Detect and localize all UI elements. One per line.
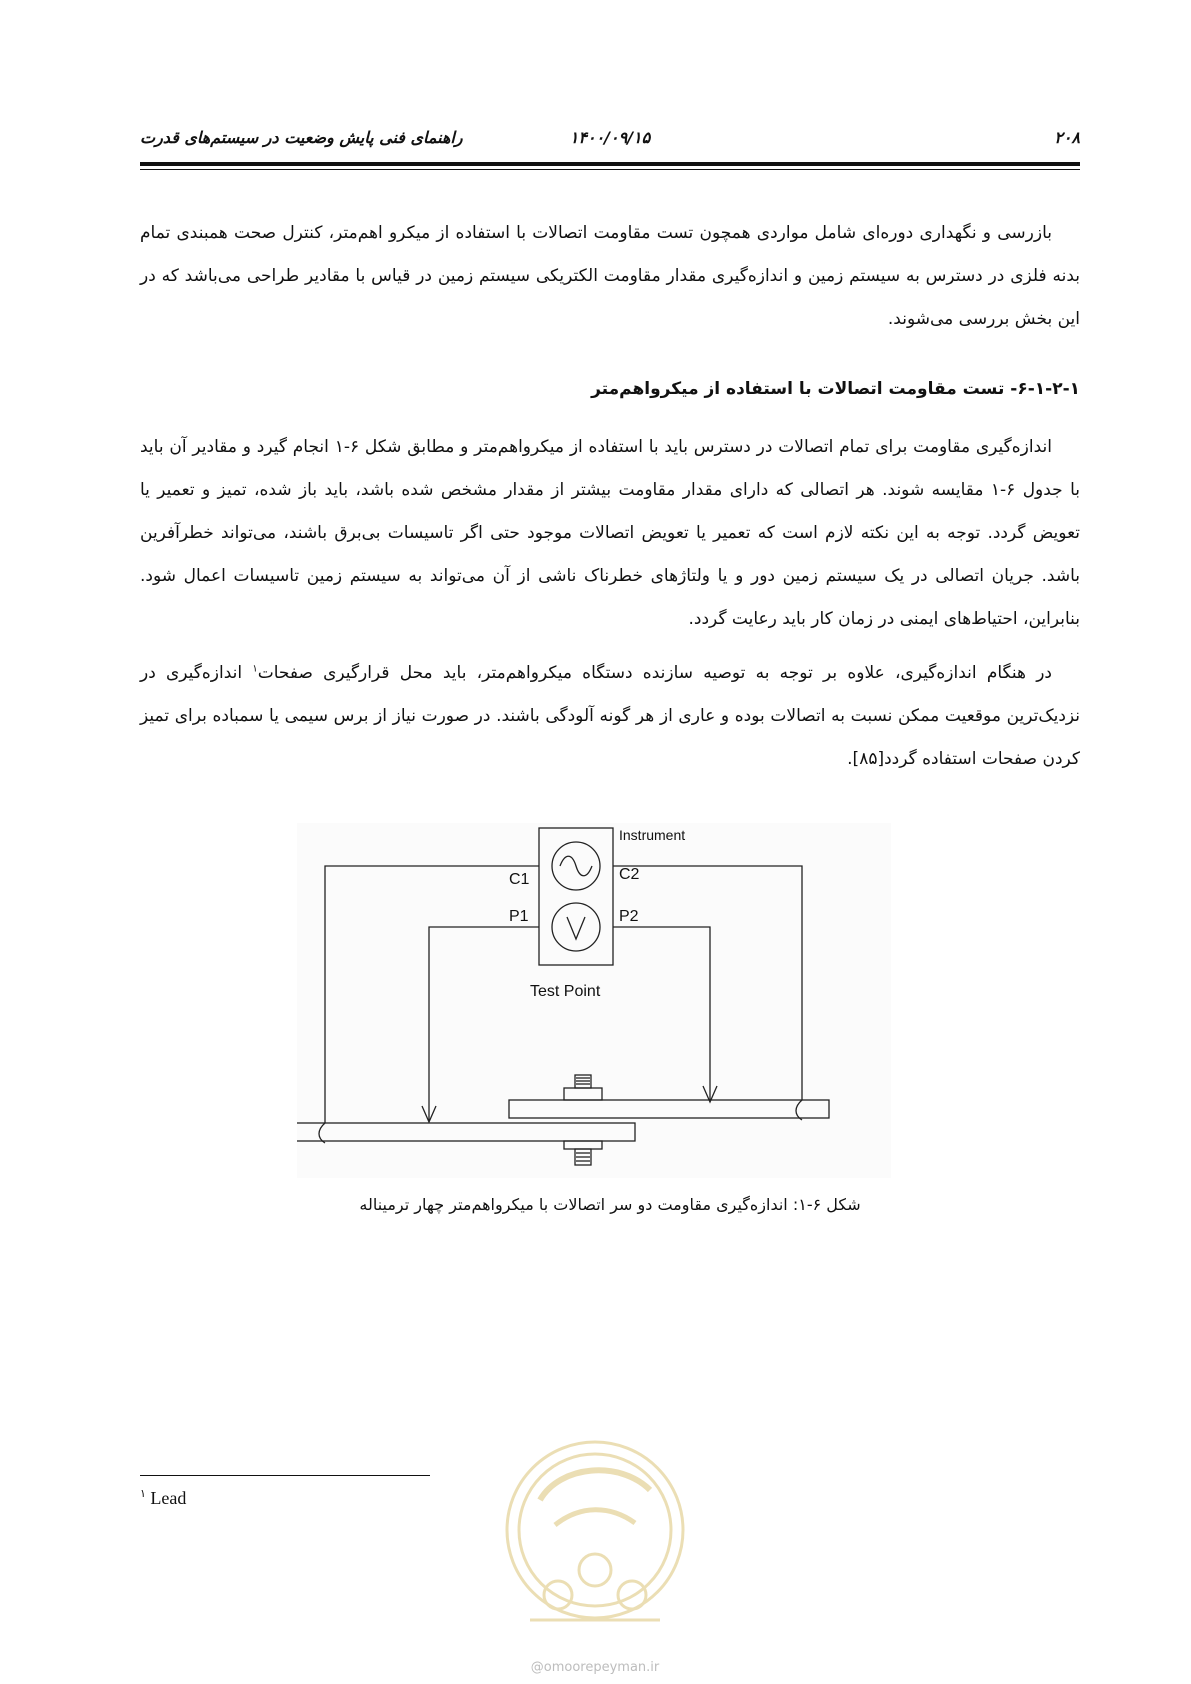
header-rule-thin bbox=[140, 169, 1080, 170]
lead-c1 bbox=[325, 866, 539, 1123]
c1-label: C1 bbox=[509, 871, 530, 888]
clamp-c2 bbox=[796, 1100, 802, 1120]
p2-label: P2 bbox=[619, 908, 639, 925]
header-rule-thick bbox=[140, 162, 1080, 166]
lower-bar bbox=[297, 1123, 635, 1141]
p1-label: P1 bbox=[509, 908, 529, 925]
lead-p1 bbox=[429, 927, 539, 1121]
instrument-box bbox=[539, 828, 613, 965]
footnote bbox=[140, 1488, 186, 1509]
lead-p2 bbox=[613, 927, 710, 1101]
p3-after-text: اندازه‌گیری در نزدیک‌ترین موقعیت ممکن نسبت به اتصالات بوده و عاری از هر گونه آلودگی باشند. در صورت نیاز از برس سیمی یا سمباده برای تمیز کردن صفحات استفاده گردد[۸۵]. bbox=[140, 663, 1080, 769]
figure-caption: شکل ۶-۱: اندازه‌گیری مقاومت دو سر اتصالات با میکرواهم‌متر چهار ترمیناله bbox=[359, 1195, 861, 1214]
footnote-rule bbox=[140, 1475, 430, 1476]
clamp-c1 bbox=[319, 1123, 325, 1143]
measurement-paragraph: اندازه‌گیری مقاومت برای تمام اتصالات در دسترس باید با استفاده از میکرواهم‌متر و مطابق شکل ۶-۱ انجام گیرد و مقادیر آن باید با جدول ۶-۱ مقایسه شوند. هر اتصالی که دارای مقدار مقاومت بیشتر از مقدار مشخص شده باشد، باید باز شده، تمیز و تعمیر یا تعویض گردد. توجه به این نکته لازم است که تعمیر یا تعویض اتصالات موجود حتی اگر تاسیسات بی‌برق باشند، می‌تواند خطرآفرین باشد. جریان اتصالی در یک سیستم زمین دور و یا ولتاژهای خطرناک ناشی از آن می‌تواند به سیستم زمین تاسیسات اعمال شود. بنابراین، احتیاط‌های ایمنی در زمان کار باید رعایت گردد. bbox=[140, 437, 1080, 629]
upper-bar bbox=[509, 1100, 829, 1118]
p3-before-text: در هنگام اندازه‌گیری، علاوه بر توجه به توصیه سازنده دستگاه میکرواهم‌متر، باید محل قرارگیری صفحات bbox=[257, 663, 1052, 683]
page-number: ۲۰۸ bbox=[1054, 128, 1080, 147]
voltmeter-symbol bbox=[552, 903, 600, 951]
four-terminal-microohmmeter-figure bbox=[297, 823, 891, 1178]
footnote-mark: ۱ bbox=[140, 1488, 146, 1500]
test-point-label: Test Point bbox=[530, 983, 601, 1000]
circuit-diagram bbox=[297, 823, 891, 1178]
lead-c2 bbox=[613, 866, 802, 1100]
bolt-nut-bottom bbox=[564, 1141, 602, 1149]
header-date: ۱۴۰۰/۰۹/۱۵ bbox=[569, 128, 651, 147]
bolt-nut-top bbox=[564, 1088, 602, 1100]
voltmeter-v-icon bbox=[567, 917, 585, 939]
instrument-label: Instrument bbox=[619, 827, 686, 843]
watermark-url: @omoorepeyman.ir bbox=[530, 1660, 660, 1675]
footnote-reference: ۱ bbox=[252, 663, 258, 675]
section-heading: ۶-۱-۲-۱- تست مقاومت اتصالات با استفاده از میکرواهم‌متر bbox=[591, 379, 1080, 399]
omoor-peyman-seal-icon bbox=[500, 1405, 690, 1655]
watermark-logo bbox=[500, 1405, 690, 1655]
intro-paragraph: بازرسی و نگهداری دوره‌ای شامل مواردی همچون تست مقاومت اتصالات با استفاده از میکرو اهم‌متر، کنترل صحت همبندی تمام بدنه فلزی در دسترس به سیستم زمین و اندازه‌گیری مقدار مقاومت الکتریکی سیستم زمین در قیاس با مقادیر طراحی می‌باشد که در این بخش بررسی می‌شوند. bbox=[140, 223, 1080, 329]
c2-label: C2 bbox=[619, 866, 640, 883]
lead-placement-paragraph bbox=[140, 652, 1080, 781]
sine-wave-icon bbox=[560, 856, 592, 876]
header-title: راهنمای فنی پایش وضعیت در سیستم‌های قدرت bbox=[140, 128, 463, 147]
footnote-text: Lead bbox=[150, 1488, 187, 1508]
page-header bbox=[140, 128, 1080, 158]
